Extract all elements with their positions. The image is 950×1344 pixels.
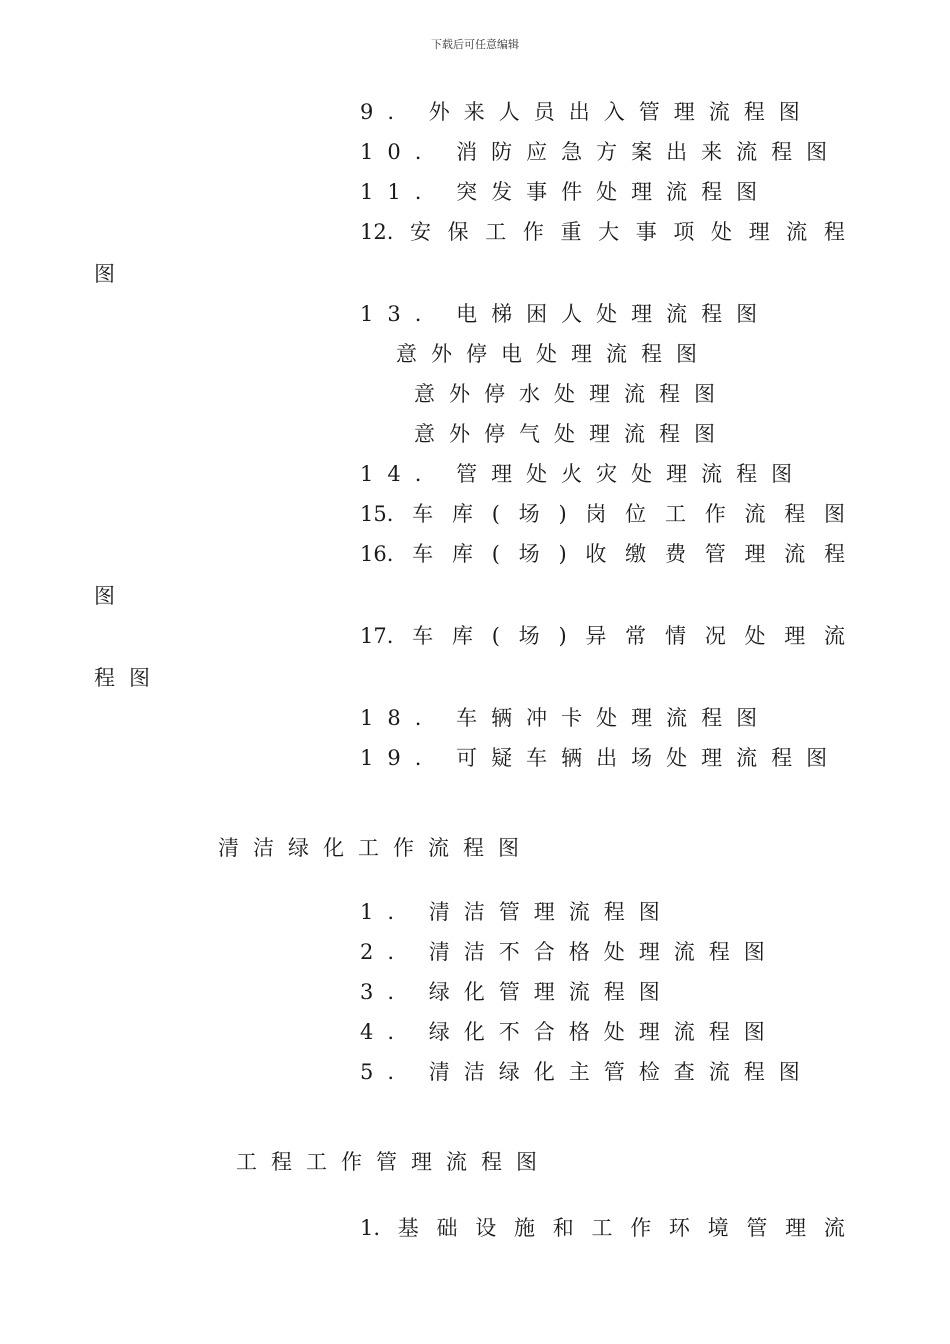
list-item: 14. 管理处火灾处理流程图 <box>360 462 807 486</box>
list-item: 15. 车 库 ( 场 ) 岗 位 工 作 流 程 图 <box>360 502 845 526</box>
section-heading: 工程工作管理流程图 <box>236 1150 551 1174</box>
list-item: 1. 基 础 设 施 和 工 作 环 境 管 理 流 <box>360 1216 845 1240</box>
list-item: 19. 可疑车辆出场处理流程图 <box>360 746 842 770</box>
list-item: 意外停电处理流程图 <box>396 342 711 366</box>
list-item-wrap: 图 <box>94 262 129 286</box>
list-item: 13. 电梯困人处理流程图 <box>360 302 772 326</box>
list-item-wrap: 程图 <box>94 666 164 690</box>
page-header: 下载后可任意编辑 <box>431 38 519 51</box>
list-item: 4. 绿化不合格处理流程图 <box>360 1020 779 1044</box>
section-heading: 清洁绿化工作流程图 <box>218 836 533 860</box>
list-item: 9. 外来人员出入管理流程图 <box>360 100 814 124</box>
list-item: 17. 车 库 ( 场 ) 异 常 情 况 处 理 流 <box>360 624 845 648</box>
list-item: 5. 清洁绿化主管检查流程图 <box>360 1060 814 1084</box>
list-item: 10. 消防应急方案出来流程图 <box>360 140 842 164</box>
list-item-wrap: 图 <box>94 584 129 608</box>
list-item: 3. 绿化管理流程图 <box>360 980 674 1004</box>
list-item: 12. 安 保 工 作 重 大 事 项 处 理 流 程 <box>360 220 845 244</box>
list-item: 16. 车 库 ( 场 ) 收 缴 费 管 理 流 程 <box>360 542 845 566</box>
list-item: 意外停水处理流程图 <box>414 382 729 406</box>
list-item: 2. 清洁不合格处理流程图 <box>360 940 779 964</box>
list-item: 意外停气处理流程图 <box>414 422 729 446</box>
list-item: 1. 清洁管理流程图 <box>360 900 674 924</box>
list-item: 18. 车辆冲卡处理流程图 <box>360 706 772 730</box>
list-item: 11. 突发事件处理流程图 <box>360 180 772 204</box>
